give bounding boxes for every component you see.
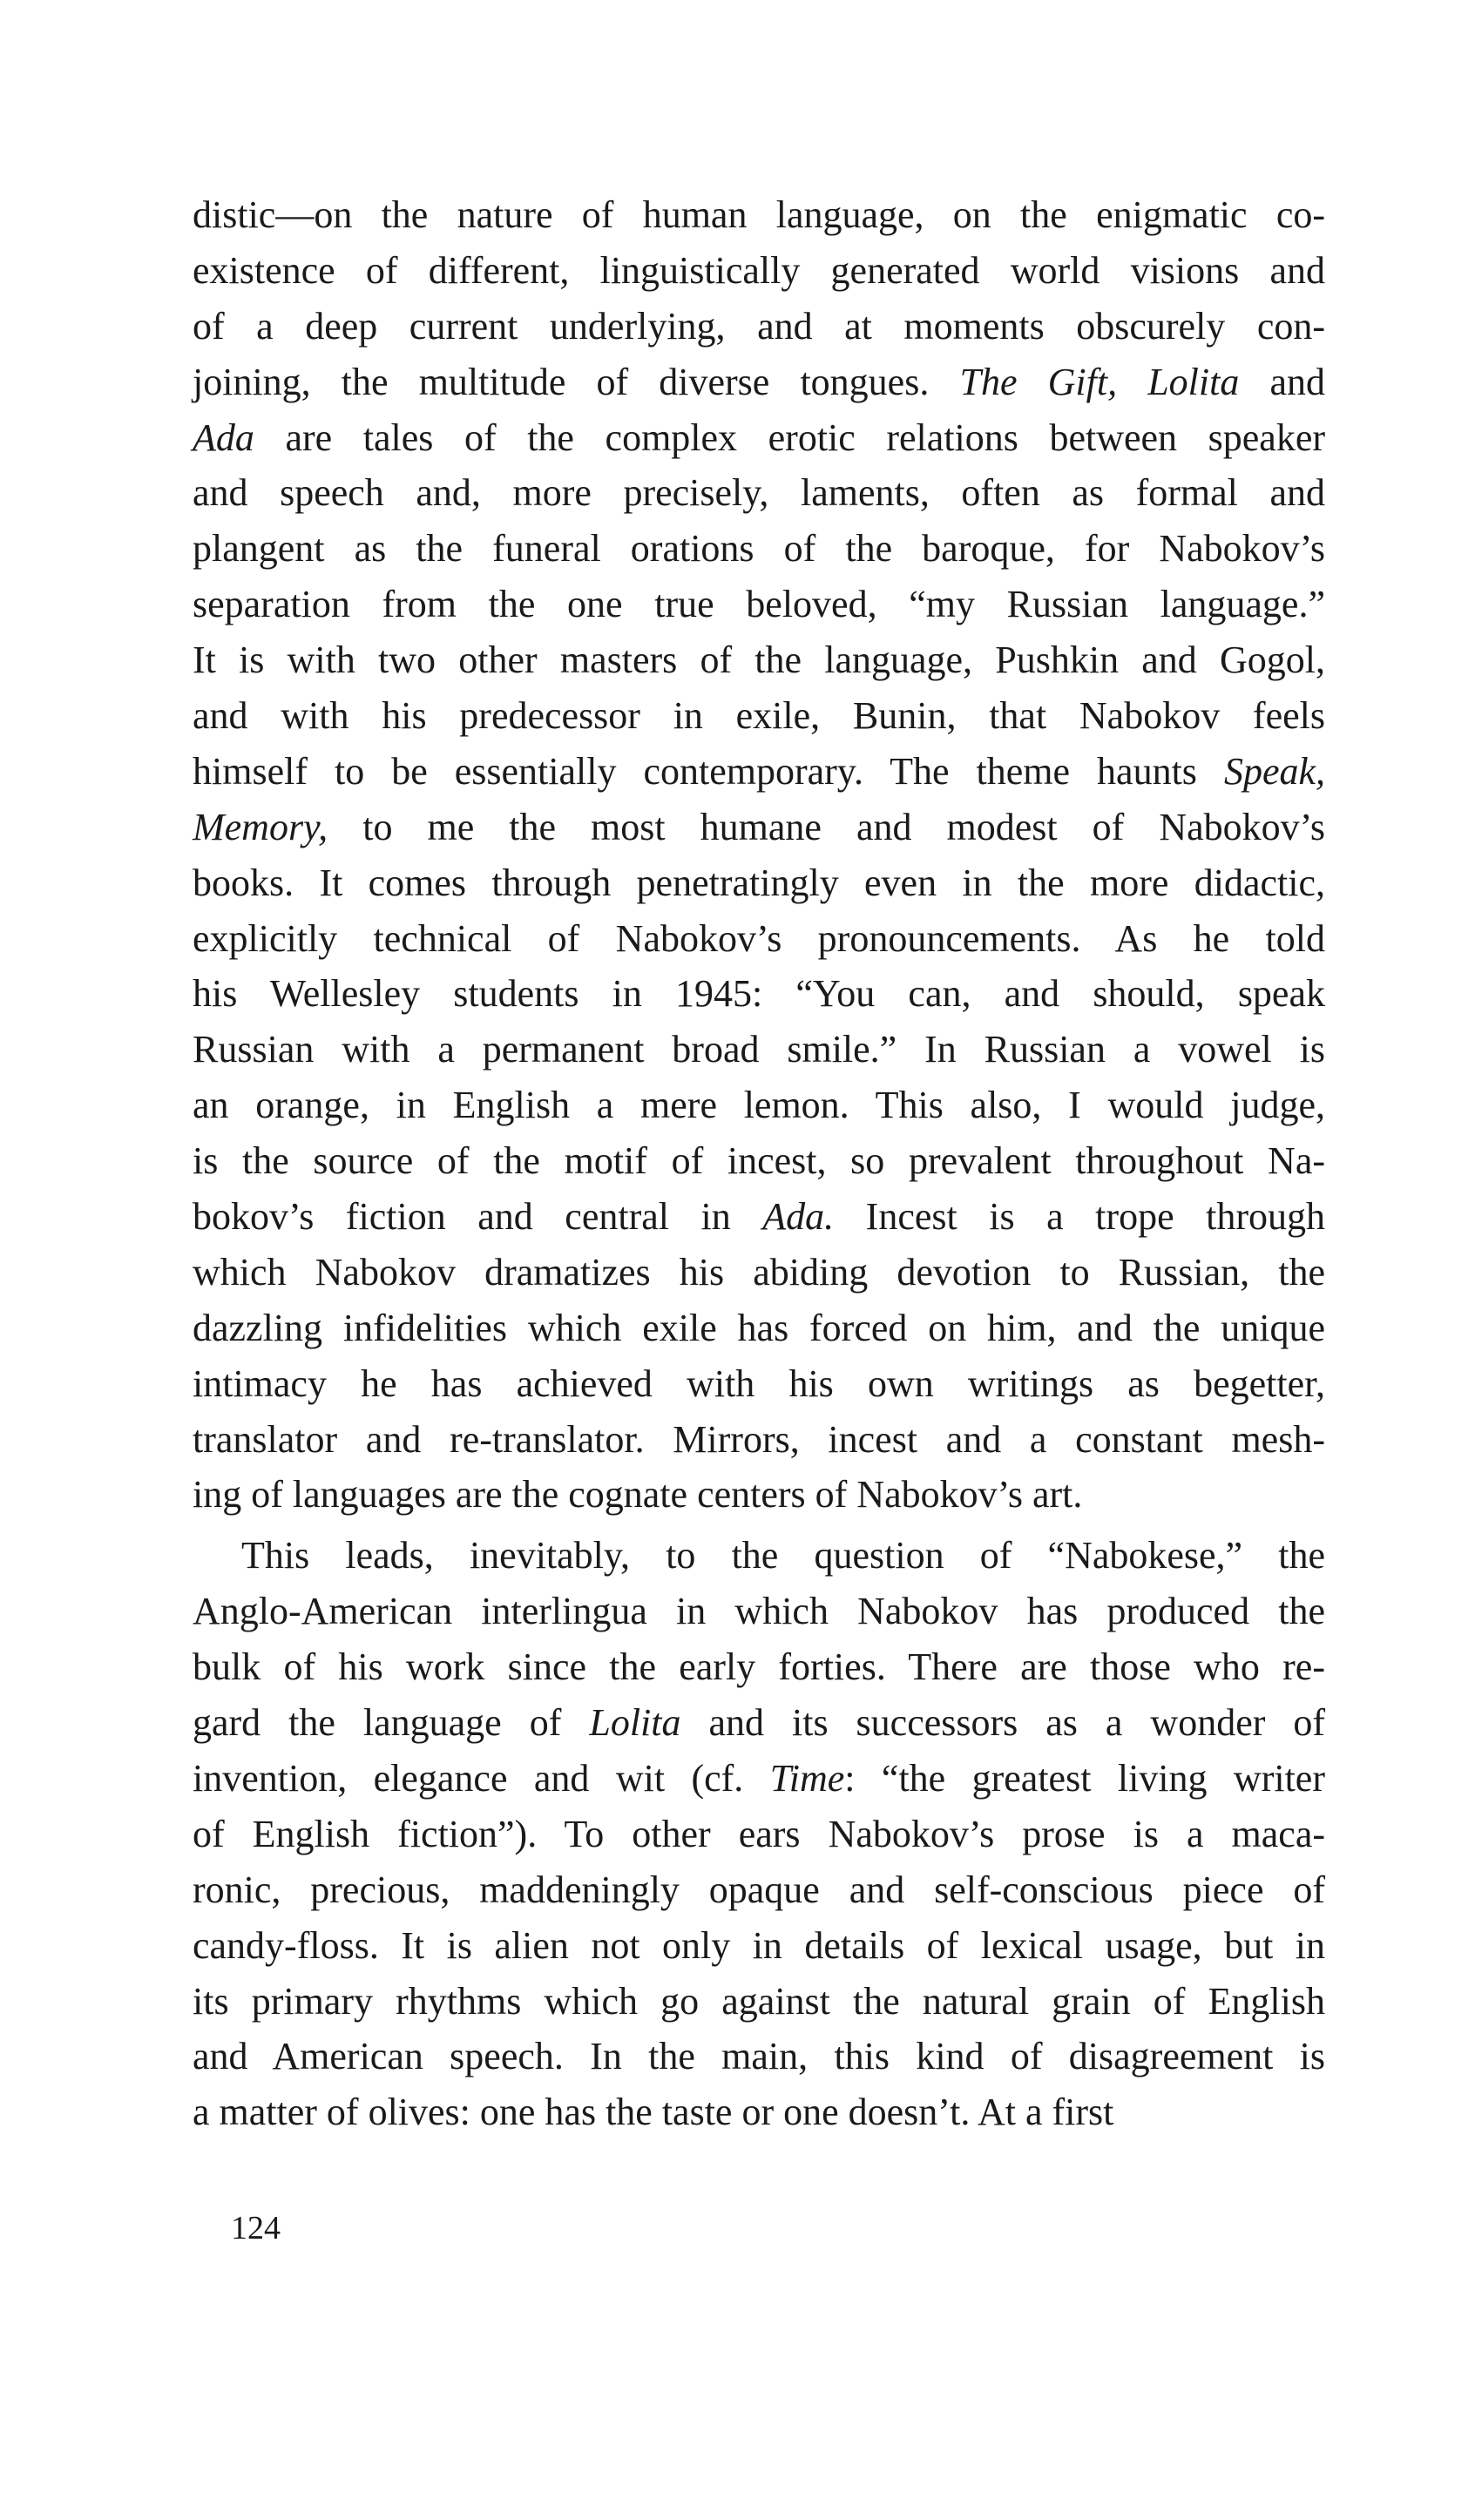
text-segment: and its successors as a wonder of [680,1701,1326,1745]
text-segment: his Wellesley students in 1945: “You can, and should, speak [193,972,1325,1016]
text-line [193,187,1325,243]
italic-text: Ada [193,415,254,459]
text-segment: joining, the multitude of diverse tongues. [193,360,960,403]
text-segment: : “the greatest living writer [844,1756,1325,1800]
text-segment: ronic, precious, maddeningly opaque and self-conscious piece of [193,1868,1325,1911]
text-line [193,410,1325,466]
text-line [193,1584,1325,1639]
text-segment: candy-floss. It is alien not only in details of lexical usage, but in [193,1923,1325,1967]
text-segment: Russian with a permanent broad smile.” In Russian a vowel is [193,1028,1325,1071]
text-line [193,521,1325,577]
text-segment: a matter of olives: one has the taste or one doesn’t. At a first [193,2091,1114,2134]
text-segment: and speech and, more precisely, laments, often as formal and [193,471,1325,515]
text-segment: Anglo-American interlingua in which Nabokov has produced the [193,1590,1325,1633]
text-line [193,911,1325,967]
text-line [193,1974,1325,2030]
text-segment: dazzling infidelities which exile has forced on him, and the unique [193,1306,1325,1349]
text-segment: bulk of his work since the early forties. There are those who re- [193,1645,1325,1689]
text-segment: intimacy he has achieved with his own writings as begetter, [193,1361,1325,1405]
text-line [193,299,1325,355]
text-line [193,1639,1325,1695]
paragraph [193,1528,1325,2140]
text-line [193,2084,1325,2140]
text-line [193,800,1325,855]
text-segment: translator and re-translator. Mirrors, incest and a constant mesh- [193,1417,1325,1461]
text-line [193,1467,1325,1523]
text-segment: is the source of the motif of incest, so prevalent throughout Na- [193,1139,1325,1183]
italic-text: Speak, [1223,749,1325,793]
text-segment: and American speech. In the main, this kind of disagreement is [193,2035,1325,2078]
text-line [193,855,1325,911]
page-number: 124 [231,2210,281,2246]
text-line [193,1528,1325,1584]
text-segment: It is with two other masters of the language, Pushkin and Gogol, [193,638,1325,682]
paragraph [193,187,1325,1523]
text-line [193,1022,1325,1078]
text-segment: gard the language of [193,1701,590,1745]
text-segment: separation from the one true beloved, “my Russian language.” [193,583,1325,626]
text-line [193,632,1325,688]
text-segment: invention, elegance and wit (cf. [193,1756,770,1800]
text-segment: explicitly technical of Nabokov’s pronouncements. As he told [193,916,1325,960]
text-line [193,1807,1325,1862]
text-segment: of English fiction”). To other ears Nabokov’s prose is a maca- [193,1812,1325,1855]
text-segment: bokov’s fiction and central in [193,1195,763,1239]
text-segment: of a deep current underlying, and at moments obscurely con- [193,304,1325,348]
text-segment: an orange, in English a mere lemon. This also, I would judge, [193,1084,1325,1127]
italic-text: Ada. [762,1195,835,1239]
text-line [193,1078,1325,1133]
text-line [193,1245,1325,1301]
text-segment: which Nabokov dramatizes his abiding devotion to Russian, the [193,1250,1325,1294]
text-line [193,2029,1325,2084]
italic-text: Memory, [193,805,328,848]
text-line [193,688,1325,744]
text-segment: to me the most humane and modest of Nabokov’s [328,805,1325,848]
text-segment: and with his predecessor in exile, Bunin, that Nabokov feels [193,694,1325,738]
text-segment: This leads, inevitably, to the question of “Nabokese,” the [241,1534,1325,1578]
text-segment: and [1239,360,1326,403]
text-line [193,355,1325,410]
text-line [193,1751,1325,1807]
text-line [193,744,1325,800]
text-segment: distic—on the nature of human language, on the enigmatic co- [193,193,1325,236]
text-segment: Incest is a trope through [834,1195,1325,1239]
text-line [193,1133,1325,1189]
text-line [193,1695,1325,1751]
text-line [193,1356,1325,1412]
text-segment: books. It comes through penetratingly even in the more didactic, [193,861,1325,904]
text-segment: its primary rhythms which go against the natural grain of English [193,1979,1325,2023]
text-line [193,1301,1325,1356]
italic-text: The Gift, Lolita [959,360,1240,403]
text-line [193,577,1325,632]
text-segment: are tales of the complex erotic relations between speaker [254,415,1325,459]
text-line [193,966,1325,1022]
body-text [193,187,1325,2140]
text-segment: himself to be essentially contemporary. The theme haunts [193,749,1224,793]
text-segment: plangent as the funeral orations of the baroque, for Nabokov’s [193,527,1325,571]
text-line [193,1918,1325,1974]
text-segment: existence of different, linguistically generated world visions and [193,248,1325,292]
italic-text: Time [769,1756,845,1800]
text-segment: ing of languages are the cognate centers of Nabokov’s art. [193,1473,1083,1517]
italic-text: Lolita [589,1701,681,1745]
text-line [193,1862,1325,1918]
text-line [193,243,1325,299]
text-line [193,1412,1325,1468]
text-line [193,1189,1325,1245]
text-line [193,465,1325,521]
